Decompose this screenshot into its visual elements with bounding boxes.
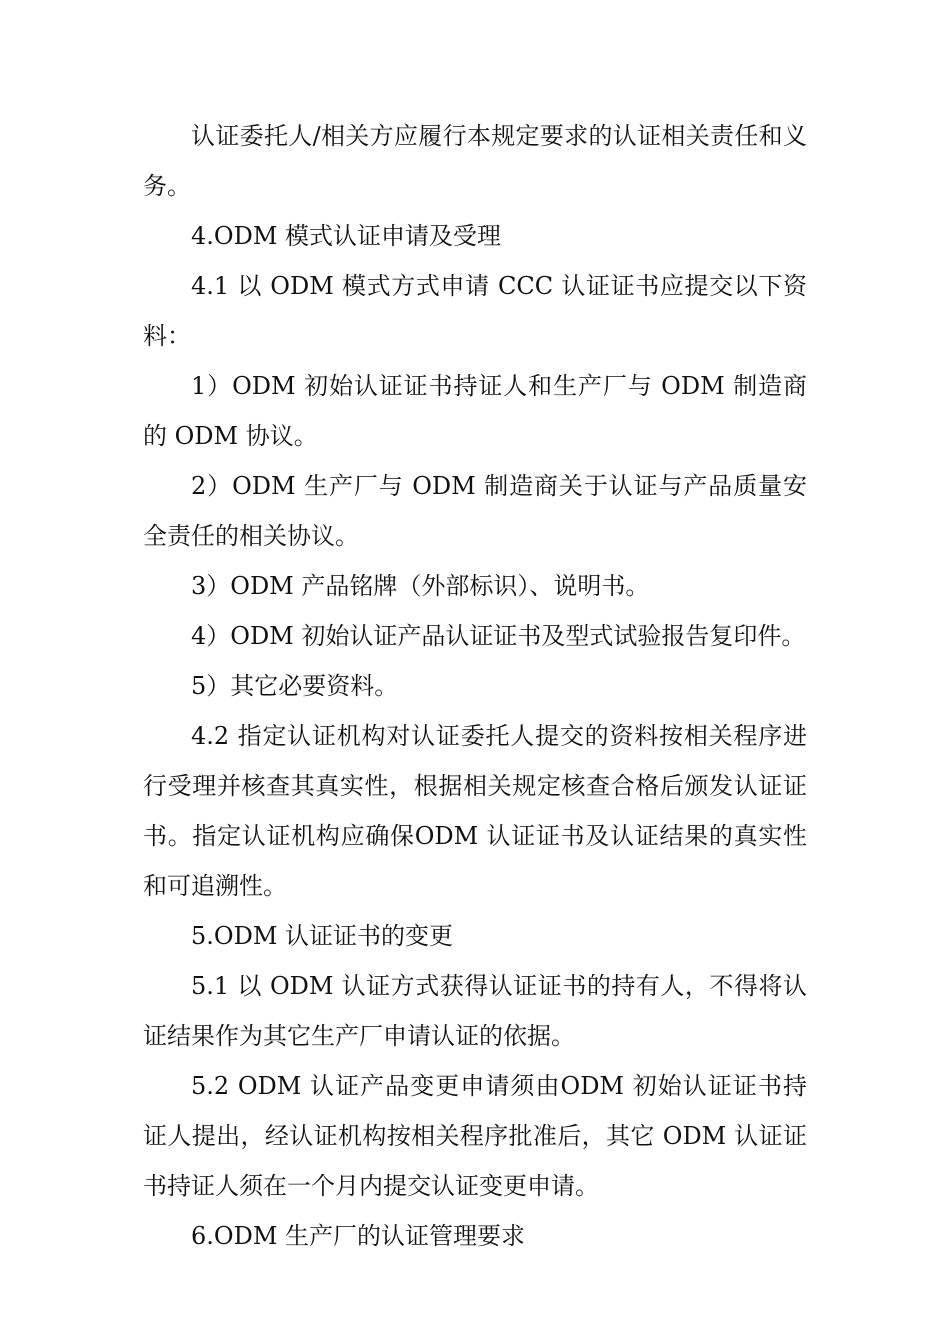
paragraph-4-1: 4.1 以 ODM 模式方式申请 CCC 认证证书应提交以下资料： [143, 272, 807, 350]
list-item-2: 2）ODM 生产厂与 ODM 制造商关于认证与产品质量安全责任的相关协议。 [143, 472, 807, 550]
section-heading-6: 6.ODM 生产厂的认证管理要求 [191, 1222, 526, 1250]
paragraph-5-1: 5.1 以 ODM 认证方式获得认证证书的持有人，不得将认证结果作为其它生产厂申请认证的依据。 [143, 972, 807, 1050]
list-item-1: 1）ODM 初始认证证书持证人和生产厂与 ODM 制造商的 ODM 协议。 [143, 372, 807, 450]
paragraph-5-2: 5.2 ODM 认证产品变更申请须由ODM 初始认证证书持证人提出，经认证机构按相关程序批准后，其它 ODM 认证证书持证人须在一个月内提交认证变更申请。 [143, 1072, 807, 1200]
paragraph-4-2: 4.2 指定认证机构对认证委托人提交的资料按相关程序进行受理并核查其真实性，根据相关规定核查合格后颁发认证证书。指定认证机构应确保ODM 认证证书及认证结果的真实性和可追溯性。 [143, 722, 807, 900]
section-heading-4: 4.ODM 模式认证申请及受理 [191, 222, 502, 250]
list-item-4: 4）ODM 初始认证产品认证证书及型式试验报告复印件。 [191, 622, 806, 650]
document-body [143, 111, 807, 1261]
section-heading-5: 5.ODM 认证证书的变更 [191, 922, 454, 950]
list-item-3: 3）ODM 产品铭牌（外部标识）、说明书。 [191, 572, 650, 600]
paragraph-obligations: 认证委托人/相关方应履行本规定要求的认证相关责任和义务。 [143, 122, 807, 200]
list-item-5: 5）其它必要资料。 [191, 672, 399, 700]
